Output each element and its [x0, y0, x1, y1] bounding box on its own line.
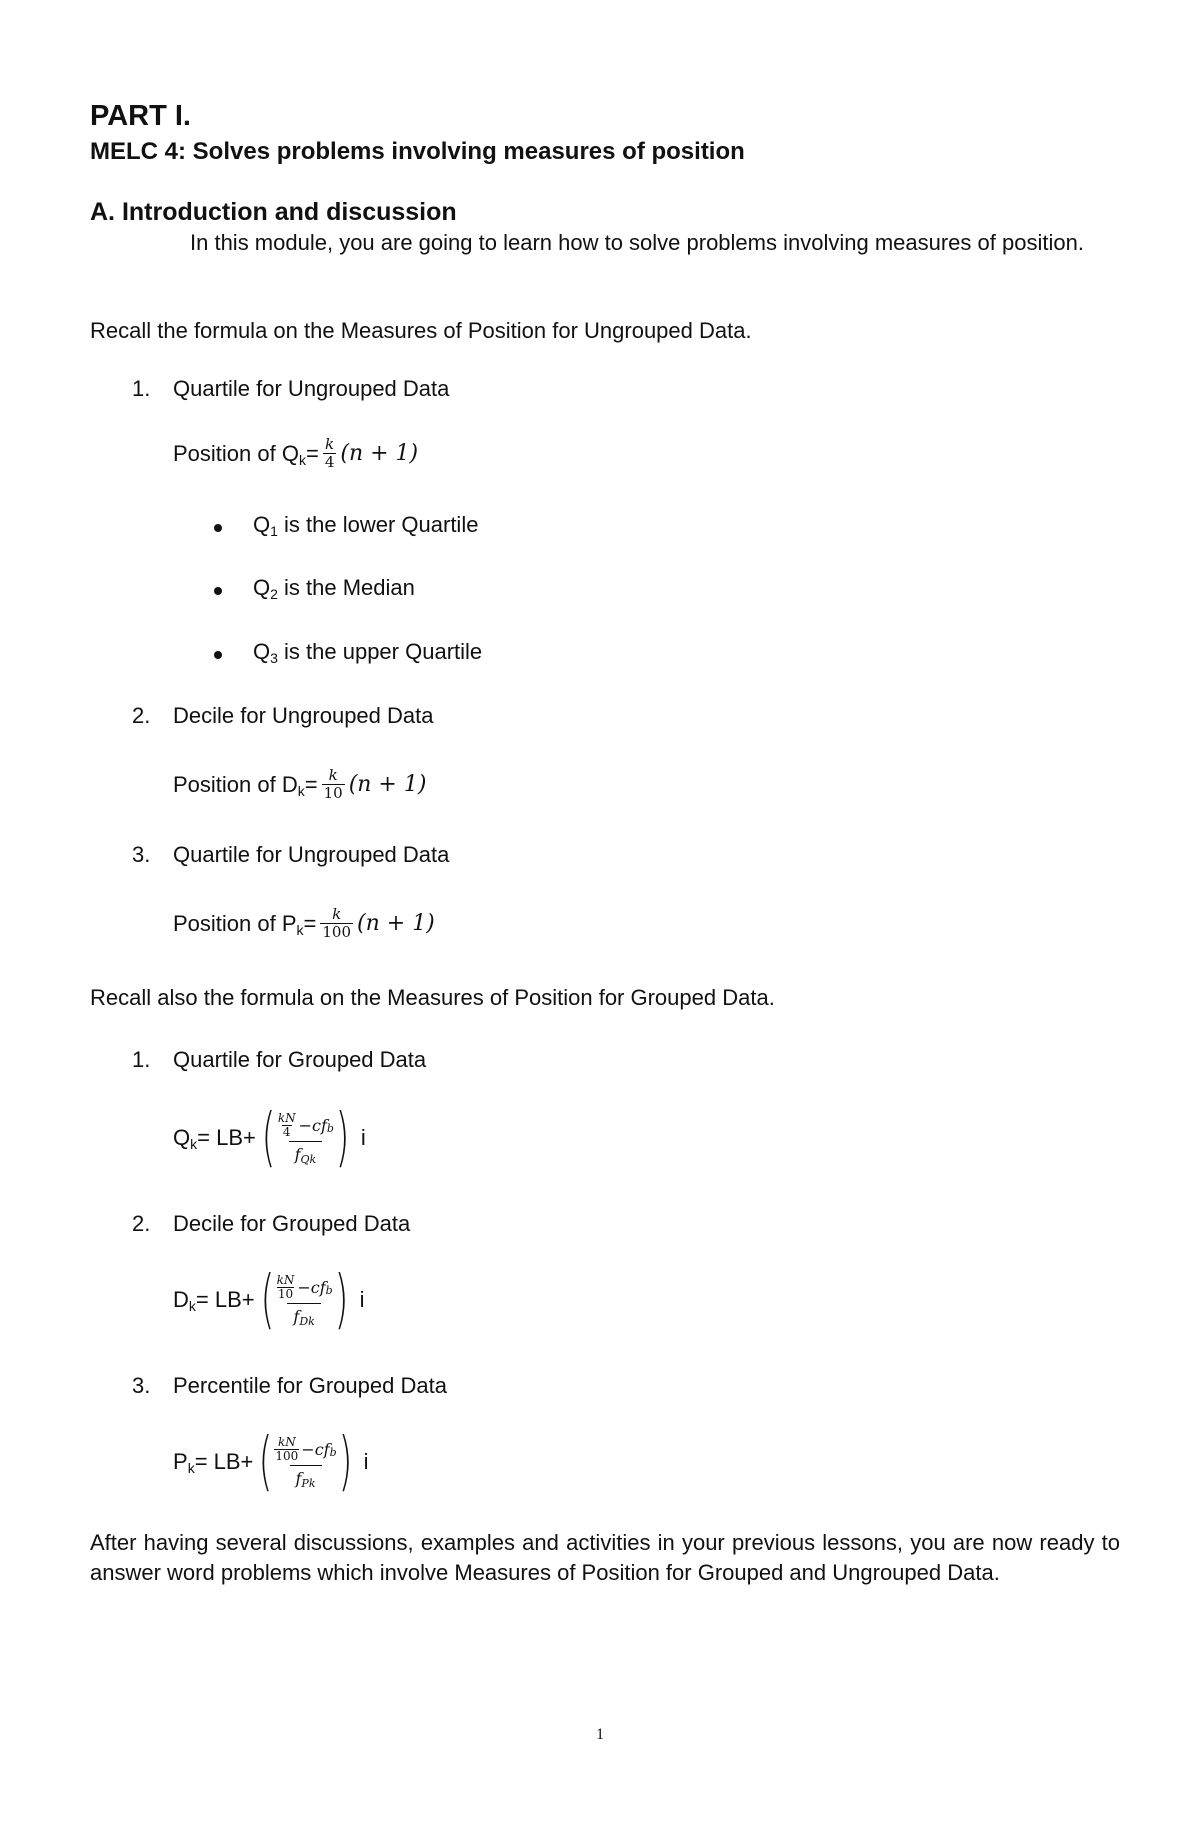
bullet-text: is the Median [277, 575, 415, 600]
bullet-text: is the upper Quartile [277, 639, 483, 664]
melc-heading: MELC 4: Solves problems involving measures of position [90, 138, 745, 165]
bullet-q2 [253, 575, 415, 601]
right-paren: ) [335, 1101, 350, 1175]
formula-tail: (n + 1) [348, 772, 427, 797]
intro-paragraph: In this module, you are going to learn how to solve problems involving measures of position. [190, 230, 1084, 255]
fraction-denominator: 10 [323, 784, 343, 802]
ungrouped-percentile-formula [173, 906, 435, 941]
cf-subscript: b [325, 1284, 333, 1297]
f-subscript: Pk [301, 1477, 316, 1490]
grouped-fraction: kN 10 − cf b fDk [276, 1273, 333, 1328]
grouped-fraction: kN 100 − cf b fPk [275, 1435, 337, 1490]
formula-subscript: k [187, 1460, 195, 1476]
grouped-percentile-formula [173, 1425, 369, 1499]
kn-divisor: 4 [282, 1125, 291, 1139]
closing-paragraph: After having several discussions, examples and activities in your previous lessons, you are now ready to answer word problems which involve Measures of Position for Grouped and Ungrouped Data. [90, 1530, 1120, 1585]
fraction-numerator: k [328, 766, 338, 784]
ungrouped-item3-title: Quartile for Ungrouped Data [173, 842, 450, 867]
fraction-numerator: k [332, 905, 342, 923]
grouped-decile-formula [173, 1263, 365, 1337]
ungrouped-decile-formula [173, 767, 426, 802]
formula-lhs: Q [173, 1125, 191, 1150]
formula-fraction [322, 767, 345, 802]
grouped-item3-title: Percentile for Grouped Data [173, 1373, 447, 1398]
formula-lhs: D [173, 1287, 189, 1312]
interval-i: i [363, 1449, 369, 1474]
formula-equals: = LB+ [197, 1125, 256, 1150]
formula-prefix: Position of Q [173, 440, 299, 466]
formula-equals: = [305, 440, 319, 466]
formula-fraction [320, 906, 353, 941]
bullet-q1 [253, 512, 478, 538]
ungrouped-item1-title: Quartile for Ungrouped Data [173, 376, 450, 401]
formula-subscript: k [190, 1136, 198, 1152]
ungrouped-item1-number: 1. [132, 376, 151, 401]
formula-prefix: Position of D [173, 771, 298, 797]
formula-tail: (n + 1) [357, 911, 435, 936]
cf-term: cf [314, 1440, 330, 1459]
formula-subscript: k [297, 782, 305, 799]
left-paren: ( [259, 1425, 273, 1499]
grouped-item2-number: 2. [132, 1211, 151, 1236]
ungrouped-item3-number: 3. [132, 842, 151, 867]
cf-term: cf [312, 1116, 327, 1135]
bullet-text: is the lower Quartile [277, 512, 479, 537]
bullet-base: Q [253, 575, 271, 600]
recall-ungrouped-text: Recall the formula on the Measures of Position for Ungrouped Data. [90, 318, 752, 343]
grouped-item3-number: 3. [132, 1373, 151, 1398]
page-number: 1 [596, 1726, 604, 1743]
f-term: f [295, 1469, 302, 1488]
kn-numerator: kN [276, 1273, 295, 1287]
part-heading: PART I. [90, 100, 191, 132]
f-subscript: Dk [299, 1315, 315, 1328]
ungrouped-item2-title: Decile for Ungrouped Data [173, 703, 434, 728]
formula-equals: = LB+ [195, 1287, 255, 1312]
f-term: f [294, 1145, 301, 1164]
bullet-dot [214, 587, 222, 595]
interval-i: i [359, 1287, 365, 1312]
grouped-fraction: kN 4 − cf b fQk [277, 1111, 334, 1166]
section-a-heading: A. Introduction and discussion [90, 198, 457, 226]
cf-term: cf [310, 1278, 326, 1297]
kn-numerator: kN [277, 1435, 296, 1449]
formula-equals: = LB+ [194, 1449, 254, 1474]
grouped-item1-number: 1. [132, 1047, 151, 1072]
right-paren: ) [338, 1425, 352, 1499]
f-subscript: Qk [300, 1153, 317, 1166]
recall-grouped-text: Recall also the formula on the Measures of Position for Grouped Data. [90, 985, 775, 1010]
ungrouped-quartile-formula [173, 436, 418, 471]
cf-subscript: b [326, 1122, 334, 1135]
bullet-base: Q [253, 639, 271, 664]
bullet-subscript: 1 [270, 523, 278, 539]
formula-subscript: k [188, 1298, 196, 1314]
interval-i: i [360, 1125, 366, 1150]
kn-numerator: kN [277, 1111, 296, 1125]
bullet-dot [214, 524, 222, 532]
kn-divisor: 100 [275, 1449, 299, 1463]
grouped-item1-title: Quartile for Grouped Data [173, 1047, 427, 1072]
bullet-subscript: 3 [270, 650, 278, 666]
bullet-q3 [253, 639, 482, 665]
kn-divisor: 10 [277, 1287, 294, 1301]
left-paren: ( [260, 1263, 274, 1337]
formula-equals: = [303, 910, 317, 936]
left-paren: ( [261, 1101, 276, 1175]
formula-lhs: P [173, 1449, 188, 1474]
formula-prefix: Position of P [173, 910, 297, 936]
formula-fraction [323, 436, 337, 471]
fraction-denominator: 100 [322, 923, 352, 941]
formula-equals: = [304, 771, 318, 797]
formula-tail: (n + 1) [340, 441, 419, 466]
cf-subscript: b [329, 1446, 337, 1459]
grouped-quartile-formula [173, 1101, 366, 1175]
fraction-numerator: k [325, 435, 335, 453]
grouped-item2-title: Decile for Grouped Data [173, 1211, 411, 1236]
f-term: f [293, 1307, 300, 1326]
formula-subscript: k [296, 921, 304, 938]
right-paren: ) [334, 1263, 349, 1337]
bullet-dot [214, 651, 222, 659]
fraction-denominator: 4 [324, 453, 335, 471]
formula-subscript: k [298, 451, 306, 468]
ungrouped-item2-number: 2. [132, 703, 151, 728]
bullet-base: Q [253, 512, 271, 537]
bullet-subscript: 2 [270, 586, 278, 602]
